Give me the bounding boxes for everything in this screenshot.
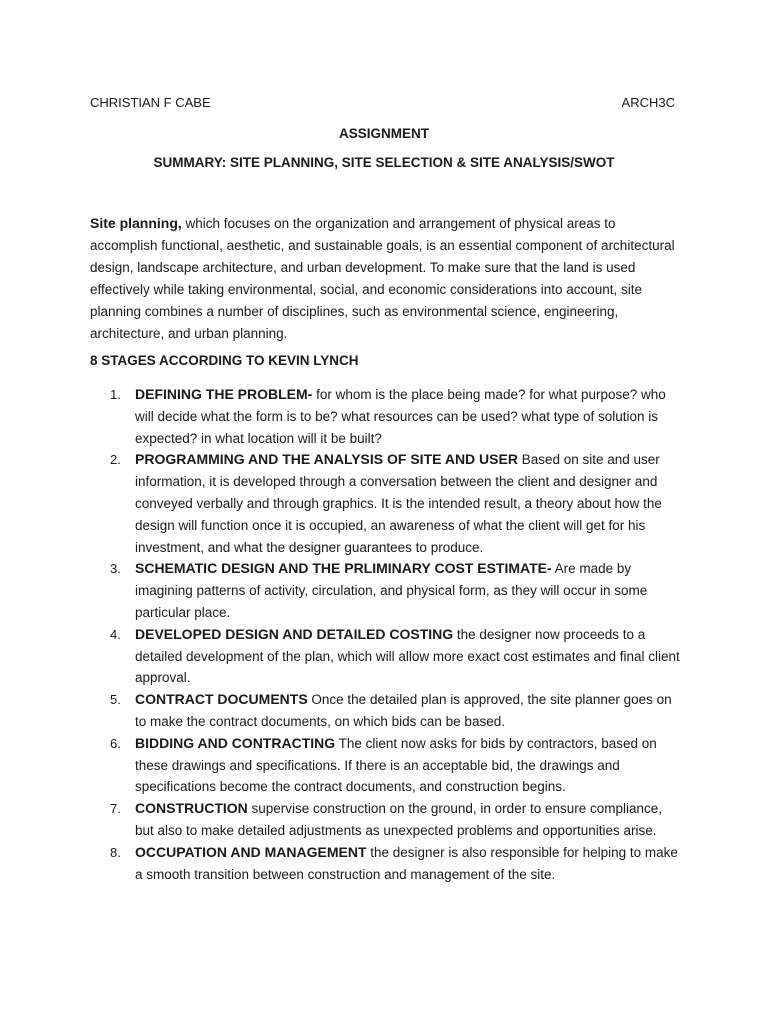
list-item — [90, 733, 680, 798]
stage-number: 2. — [110, 452, 121, 468]
stage-title: OCCUPATION AND MANAGEMENT — [135, 843, 367, 860]
stages-heading: 8 STAGES ACCORDING TO KEVIN LYNCH — [90, 353, 359, 368]
stage-title: PROGRAMMING AND THE ANALYSIS OF SITE AND USER — [135, 451, 518, 468]
stage-description: Are made by imagining patterns of activity, circulation, and physical form, as they will occur in some particular place. — [135, 561, 648, 620]
stage-title: CONTRACT DOCUMENTS — [135, 691, 308, 708]
stage-number: 4. — [110, 626, 121, 642]
intro-text: which focuses on the organization and arrangement of physical areas to accomplish functional, aesthetic, and sustainable goals, is an essential component of architectural design, landscape architecture, and urban development. To make sure that the land is used effectively while taking environmental, social, and economic considerations into account, site planning combines a number of disciplines, such as environmental science, engineering, architecture, and urban planning. — [90, 216, 675, 341]
stage-title: DEFINING THE PROBLEM- — [135, 386, 313, 402]
stage-description: The client now asks for bids by contractors, based on these drawings and specifications. If there is an acceptable bid, the drawings and specifications become the contract documents, and construction begins. — [135, 735, 657, 795]
stage-description: Based on site and user information, it is developed through a conversation between the client and designer and conveyed verbally and through graphics. It is the intended result, a theory about how the design will function once it is occupied, an awareness of what the client will get for his investment, and what the designer guarantees to produce. — [135, 452, 662, 555]
list-item — [90, 842, 680, 886]
list-item — [90, 689, 680, 733]
document-title: ASSIGNMENT — [338, 126, 429, 141]
class-section: ARCH3C — [621, 95, 675, 110]
list-item — [90, 384, 680, 449]
list-item — [90, 449, 680, 558]
stage-description: the designer now proceeds to a detailed development of the plan, which will allow more exact cost estimates and final client approval. — [135, 626, 680, 686]
stage-description: supervise construction on the ground, in order to ensure compliance, but also to make detailed adjustments as unexpected problems and opportunities arise. — [135, 801, 663, 838]
stage-number: 1. — [110, 387, 121, 402]
intro-paragraph — [90, 212, 680, 345]
stage-description: Once the detailed plan is approved, the site planner goes on to make the contract documents, on which bids can be based. — [135, 692, 672, 729]
stage-description: the designer is also responsible for helping to make a smooth transition between construction and management of the site. — [135, 844, 678, 882]
stage-title: BIDDING AND CONTRACTING — [135, 734, 336, 751]
stage-title: SCHEMATIC DESIGN AND THE PRLIMINARY COST ESTIMATE- — [135, 560, 552, 577]
stage-number: 7. — [110, 801, 121, 817]
author-name: CHRISTIAN F CABE — [90, 95, 211, 110]
list-item — [90, 558, 680, 623]
document-subtitle: SUMMARY: SITE PLANNING, SITE SELECTION & SITE ANALYSIS/SWOT — [153, 155, 615, 170]
list-item — [90, 798, 680, 842]
stage-title: DEVELOPED DESIGN AND DETAILED COSTING — [135, 625, 454, 642]
stage-description: for whom is the place being made? for what purpose? who will decide what the form is to be? what resources can be used? what type of solution is expected? in what location will it be built? — [135, 387, 666, 446]
intro-lead: Site planning, — [90, 215, 182, 231]
stage-number: 6. — [110, 735, 121, 751]
stage-number: 5. — [110, 692, 121, 708]
stages-list — [90, 384, 680, 885]
list-item — [90, 624, 680, 689]
stage-number: 3. — [110, 561, 121, 577]
stage-title: CONSTRUCTION — [135, 800, 248, 817]
stage-number: 8. — [110, 844, 121, 860]
